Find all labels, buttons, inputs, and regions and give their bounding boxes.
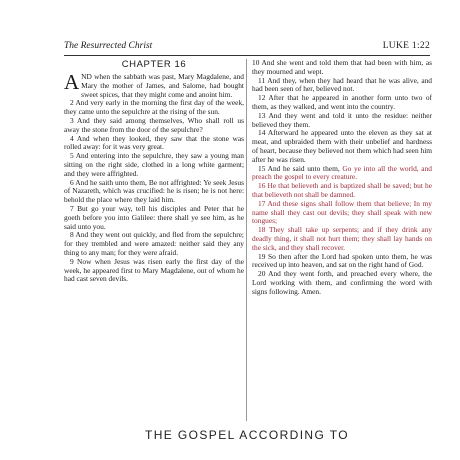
verse-7: 7 But go your way, tell his disciples and Peter that he goeth before you into Galilee: there shall ye see him, as he said unto you.	[64, 203, 244, 231]
verse-18: 18 They shall take up serpents; and if they drink any deadly thing, it shall not hurt them; they shall lay hands on the sick, and they shall recover.	[252, 225, 432, 252]
words-of-christ: Go ye into all the world, and preach the gospel to every creature.	[252, 163, 432, 182]
gospel-heading: THE GOSPEL ACCORDING TO	[144, 428, 349, 442]
verse-10: 10 And she went and told them that had been with him, as they mourned and wept.	[252, 58, 432, 76]
drop-cap: A	[64, 70, 80, 94]
verse-11: 11 And they, when they had heard that he was alive, and had been seen of her, believed not.	[252, 75, 432, 94]
running-head	[64, 41, 430, 55]
verse-5: 5 And entering into the sepulchre, they saw a young man sitting on the right side, clothed in a long white garment; and they were affrighted.	[64, 151, 244, 178]
verse-2: 2 And very early in the morning the first day of the week, they came unto the sepulchre at the rising of the sun.	[64, 98, 244, 117]
book-intro	[64, 428, 430, 442]
verse-text: ND when the sabbath was past, Mary Magdalene, and Mary the mother of James, and Salome, had bought sweet spices, that they might come and anoint him.	[81, 72, 244, 99]
verse-9: 9 Now when Jesus was risen early the first day of the week, he appeared first to Mary Magdalene, out of whom he had cast seven devils.	[64, 256, 244, 284]
verse-16: 16 He that believeth and is baptized shall be saved; but he that believeth not shall be damned.	[252, 181, 432, 199]
verse-17: 17 And these signs shall follow them that believe; In my name shall they cast out devils; they shall speak with new tongues;	[252, 198, 432, 226]
left-column	[64, 59, 244, 284]
verse-14: 14 Afterward he appeared unto the eleven as they sat at meat, and upbraided them with their unbelief and hardness of heart, because they believed not them which had seen him after he was risen.	[252, 128, 432, 164]
verse-15	[252, 165, 432, 183]
column-divider	[246, 59, 247, 421]
right-column	[252, 59, 432, 297]
verse-4: 4 And when they looked, they saw that the stone was rolled away: for it was very great.	[64, 133, 244, 152]
verse-13: 13 And they went and told it unto the residue: neither believed they them.	[252, 110, 432, 129]
verse-1	[64, 70, 244, 99]
verse-8: 8 And they went out quickly, and fled from the sepulchre; for they trembled and were amazed: neither said they any thing to any man; for they were afraid.	[64, 230, 244, 257]
verse-6: 6 And he saith unto them, Be not affrighted: Ye seek Jesus of Nazareth, which was crucified: he is risen; he is not here: behold the place where they laid him.	[64, 177, 244, 205]
verse-3: 3 And they said among themselves, Who shall roll us away the stone from the door of the sepulchre?	[64, 115, 244, 134]
verse-12: 12 After that he appeared in another form unto two of them, as they walked, and went into the country.	[252, 93, 432, 111]
verse-20: 20 And they went forth, and preached every where, the Lord working with them, and confirming the word with signs following. Amen.	[252, 269, 432, 296]
page-reference: LUKE 1:22	[382, 41, 430, 51]
verse-15-intro: 15 And he said unto them,	[258, 163, 343, 173]
chapter-heading: CHAPTER 16	[121, 59, 187, 70]
section-title: The Resurrected Christ	[64, 41, 153, 51]
header-rule	[64, 55, 430, 56]
verse-19: 19 So then after the Lord had spoken unto them, he was received up into heaven, and sat on the right hand of God.	[252, 251, 432, 270]
